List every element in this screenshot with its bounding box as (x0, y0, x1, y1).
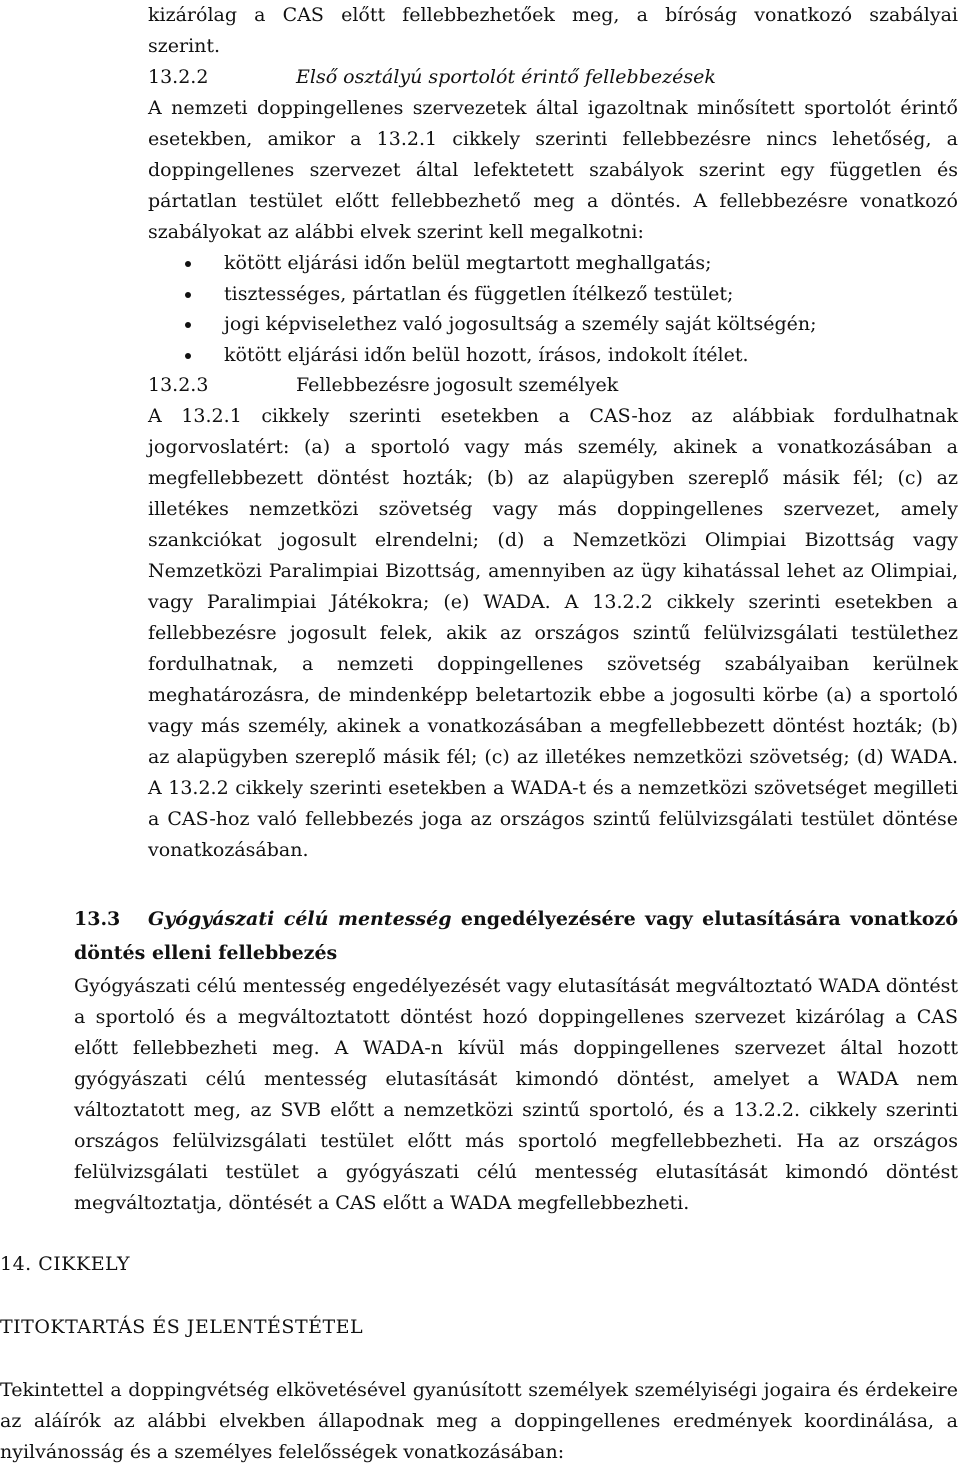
principles-list (148, 248, 958, 370)
section-13-2-2-text: A nemzeti doppingellenes szervezetek által igazoltnak minősített sportolót érintő esetekben, amikor a 13.2.1 cikkely szerinti fellebbezésre nincs lehetőség, a doppingellenes szervezet által lefektetett szabályok szerint egy független és pártatlan testület előtt fellebbezhető meg a döntés. A fellebbezésre vonatkozó szabályokat az alábbi elvek szerint kell megalkotni: (148, 97, 958, 243)
section-13-3-heading (74, 902, 958, 970)
section-13-3-number: 13.3 (74, 908, 121, 930)
section-13-3 (74, 902, 958, 1219)
section-13-2-2-heading (148, 62, 958, 93)
section-13-2-2-number: 13.2.2 (148, 66, 209, 88)
chapter-title: TITOKTARTÁS ÉS JELENTÉSTÉTEL (0, 1316, 364, 1338)
section-13-2-3 (148, 370, 958, 866)
intro-block (148, 0, 958, 62)
section-13-2-3-heading (148, 370, 958, 401)
intro-line-1: kizárólag a CAS előtt fellebbezhetőek meg, a bíróság vonatkozó szabályai (148, 4, 958, 26)
principle-item-3: jogi képviselethez való jogosultság a személy saját költségén; (148, 309, 958, 340)
intro-line-2: szerint. (148, 35, 221, 57)
section-13-2-3-number: 13.2.3 (148, 374, 209, 396)
chapter-label: 14. CIKKELY (0, 1253, 131, 1275)
section-13-2-2 (148, 62, 958, 370)
section-13-3-title-rest: engedélyezésére vagy elutasítására vonatkozó döntés elleni fellebbezés (74, 908, 958, 964)
section-13-2-2-title: Első osztályú sportolót érintő fellebbezések (296, 66, 716, 88)
chapter-text: Tekintettel a doppingvétség elkövetésével gyanúsított személyek személyiségi jogaira és érdekeire az aláírók az alábbi elvekben állapodnak meg a doppingellenes eredmények koordinálása, a nyilvánosság és a személyes felelősségek vonatkozásában: (0, 1379, 958, 1463)
principle-item-4: kötött eljárási időn belül hozott, írásos, indokolt ítélet. (148, 340, 958, 371)
section-13-2-3-text: A 13.2.1 cikkely szerinti esetekben a CAS-hoz az alábbiak fordulhatnak jogorvoslatért: (a) a sportoló vagy más személy, akinek a vonatkozásában a megfellebbezett döntést hozták; (b) az alapügyben szereplő másik fél; (c) az illetékes nemzetközi szövetség vagy más doppingellenes szervezet, amely szankciókat jogosult elrendelni; (d) a Nemzetközi Olimpiai Bizottság vagy Nemzetközi Paralimpiai Bizottság, amennyiben az ügy kihatással lehet az Olimpiai, vagy Paralimpiai Játékokra; (e) WADA. A 13.2.2 cikkely szerinti esetekben a fellebbezésre jogosult felek, akik az országos szintű felülvizsgálati testülethez fordulhatnak, a nemzeti doppingellenes szövetség szabályaiban kerülnek meghatározásra, de mindenképp beletartozik ebbe a jogosulti körbe (a) a sportoló vagy más személy, akinek a vonatkozásában a megfellebbezett döntést hozták; (b) az alapügyben szereplő másik fél; (c) az illetékes nemzetközi szövetség; (d) WADA. A 13.2.2 cikkely szerinti esetekben a WADA-t és a nemzetközi szövetséget megilleti a CAS-hoz való fellebbezés joga az országos szintű felülvizsgálati testület döntése vonatkozásában. (148, 405, 958, 861)
principle-item-2: tisztességes, pártatlan és független ítélkező testület; (148, 279, 958, 310)
principle-item-1: kötött eljárási időn belül megtartott meghallgatás; (148, 248, 958, 279)
section-13-3-text: Gyógyászati célú mentesség engedélyezését vagy elutasítását megváltoztató WADA döntést a sportoló és a megváltoztatott döntést hozó doppingellenes szervezet kizárólag a CAS előtt fellebbezheti meg. A WADA-n kívül más doppingellenes szervezet által hozott gyógyászati célú mentesség elutasítását kimondó döntést, amelyet a WADA nem változtatott meg, az SVB előtt a nemzetközi szintű sportoló, és a 13.2.2. cikkely szerinti országos felülvizsgálati testület előtt más sportoló megfellebbezheti. Ha az országos felülvizsgálati testület a gyógyászati célú mentesség elutasítását kimondó döntést megváltoztatja, döntését a CAS előtt a WADA megfellebbezheti. (74, 975, 958, 1214)
section-13-2-3-title: Fellebbezésre jogosult személyek (296, 374, 619, 396)
section-13-3-title-italic: Gyógyászati célú mentesség (148, 908, 452, 930)
